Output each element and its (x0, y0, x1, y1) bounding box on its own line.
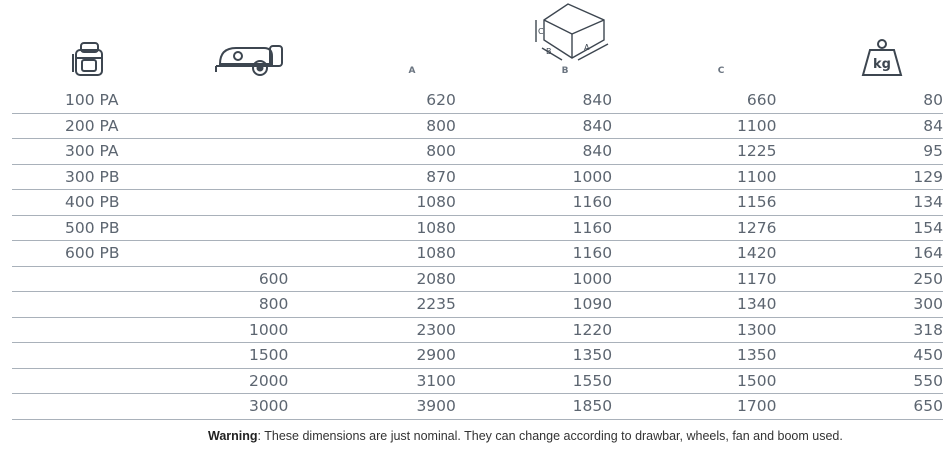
column-header-c: C (717, 66, 725, 76)
model-backpack-cell (12, 343, 165, 369)
model-trailed-cell: 3000 (165, 394, 288, 420)
model-trailed-cell: 800 (165, 292, 288, 318)
weight-cell: 80 (776, 88, 943, 113)
diagram-label-c: C (538, 27, 544, 36)
dim-a-cell: 2900 (288, 343, 455, 369)
table-row (12, 292, 943, 318)
dim-c-cell: 1700 (612, 394, 776, 420)
dimensions-box-icon (528, 0, 612, 66)
dim-c-cell: 1100 (612, 113, 776, 139)
table-row (12, 164, 943, 190)
dim-b-cell: 1850 (456, 394, 612, 420)
dim-c-cell: 1225 (612, 139, 776, 165)
model-trailed-cell: 1000 (165, 317, 288, 343)
model-trailed-cell (165, 139, 288, 165)
warning-note (208, 429, 843, 443)
model-trailed-cell (165, 113, 288, 139)
dim-a-cell: 800 (288, 139, 455, 165)
model-trailed-cell (165, 88, 288, 113)
model-backpack-cell (12, 317, 165, 343)
weight-icon (860, 38, 904, 78)
dimensions-table (12, 88, 943, 420)
model-backpack-cell (12, 394, 165, 420)
column-header-b: B (561, 66, 569, 76)
table-row (12, 190, 943, 216)
dim-b-cell: 1160 (456, 190, 612, 216)
model-backpack-cell (12, 292, 165, 318)
table-row (12, 241, 943, 267)
dim-a-cell: 3100 (288, 368, 455, 394)
dim-b-cell: 1160 (456, 241, 612, 267)
table-row (12, 139, 943, 165)
table-row (12, 317, 943, 343)
dim-b-cell: 1000 (456, 164, 612, 190)
dim-b-cell: 1220 (456, 317, 612, 343)
table-row (12, 266, 943, 292)
weight-cell: 318 (776, 317, 943, 343)
model-backpack-cell: 300 PB (12, 164, 165, 190)
model-backpack-cell (12, 368, 165, 394)
dim-b-cell: 1160 (456, 215, 612, 241)
backpack-sprayer-icon (72, 40, 108, 78)
table-row (12, 368, 943, 394)
model-backpack-cell: 300 PA (12, 139, 165, 165)
table-row (12, 215, 943, 241)
weight-cell: 129 (776, 164, 943, 190)
model-trailed-cell (165, 190, 288, 216)
dim-a-cell: 800 (288, 113, 455, 139)
model-backpack-cell (12, 266, 165, 292)
weight-cell: 450 (776, 343, 943, 369)
dim-b-cell: 840 (456, 88, 612, 113)
dim-b-cell: 1550 (456, 368, 612, 394)
dim-a-cell: 870 (288, 164, 455, 190)
model-trailed-cell (165, 241, 288, 267)
model-backpack-cell: 100 PA (12, 88, 165, 113)
dim-c-cell: 1340 (612, 292, 776, 318)
model-backpack-cell: 200 PA (12, 113, 165, 139)
table-row (12, 394, 943, 420)
table-row (12, 343, 943, 369)
weight-unit-label: kg (873, 57, 891, 72)
dim-a-cell: 2300 (288, 317, 455, 343)
weight-cell: 300 (776, 292, 943, 318)
dim-c-cell: 1156 (612, 190, 776, 216)
weight-cell: 164 (776, 241, 943, 267)
trailed-sprayer-icon (214, 42, 286, 78)
dim-b-cell: 1090 (456, 292, 612, 318)
weight-cell: 95 (776, 139, 943, 165)
model-trailed-cell (165, 164, 288, 190)
dim-c-cell: 1350 (612, 343, 776, 369)
warning-text: : These dimensions are just nominal. They can change according to drawbar, wheels, fan and boom used. (257, 429, 843, 443)
dim-c-cell: 1100 (612, 164, 776, 190)
dim-c-cell: 660 (612, 88, 776, 113)
dim-b-cell: 840 (456, 139, 612, 165)
model-trailed-cell: 600 (165, 266, 288, 292)
dim-b-cell: 1350 (456, 343, 612, 369)
model-trailed-cell: 1500 (165, 343, 288, 369)
dim-a-cell: 2080 (288, 266, 455, 292)
model-backpack-cell: 500 PB (12, 215, 165, 241)
model-backpack-cell: 600 PB (12, 241, 165, 267)
diagram-label-b: B (546, 47, 552, 56)
table-header (0, 0, 943, 88)
dim-c-cell: 1500 (612, 368, 776, 394)
dim-a-cell: 1080 (288, 190, 455, 216)
weight-cell: 550 (776, 368, 943, 394)
model-backpack-cell: 400 PB (12, 190, 165, 216)
dim-a-cell: 2235 (288, 292, 455, 318)
table-row (12, 113, 943, 139)
dim-a-cell: 3900 (288, 394, 455, 420)
weight-cell: 134 (776, 190, 943, 216)
dim-b-cell: 840 (456, 113, 612, 139)
dim-b-cell: 1000 (456, 266, 612, 292)
dim-a-cell: 1080 (288, 241, 455, 267)
dim-a-cell: 1080 (288, 215, 455, 241)
dim-c-cell: 1170 (612, 266, 776, 292)
dim-c-cell: 1300 (612, 317, 776, 343)
weight-cell: 154 (776, 215, 943, 241)
warning-label: Warning (208, 429, 258, 443)
table-row (12, 88, 943, 113)
dimensions-table-body (12, 88, 943, 419)
dim-c-cell: 1276 (612, 215, 776, 241)
weight-cell: 650 (776, 394, 943, 420)
dim-a-cell: 620 (288, 88, 455, 113)
column-header-a: A (408, 66, 416, 76)
model-trailed-cell (165, 215, 288, 241)
weight-cell: 84 (776, 113, 943, 139)
weight-cell: 250 (776, 266, 943, 292)
model-trailed-cell: 2000 (165, 368, 288, 394)
diagram-label-a: A (584, 43, 590, 52)
dim-c-cell: 1420 (612, 241, 776, 267)
